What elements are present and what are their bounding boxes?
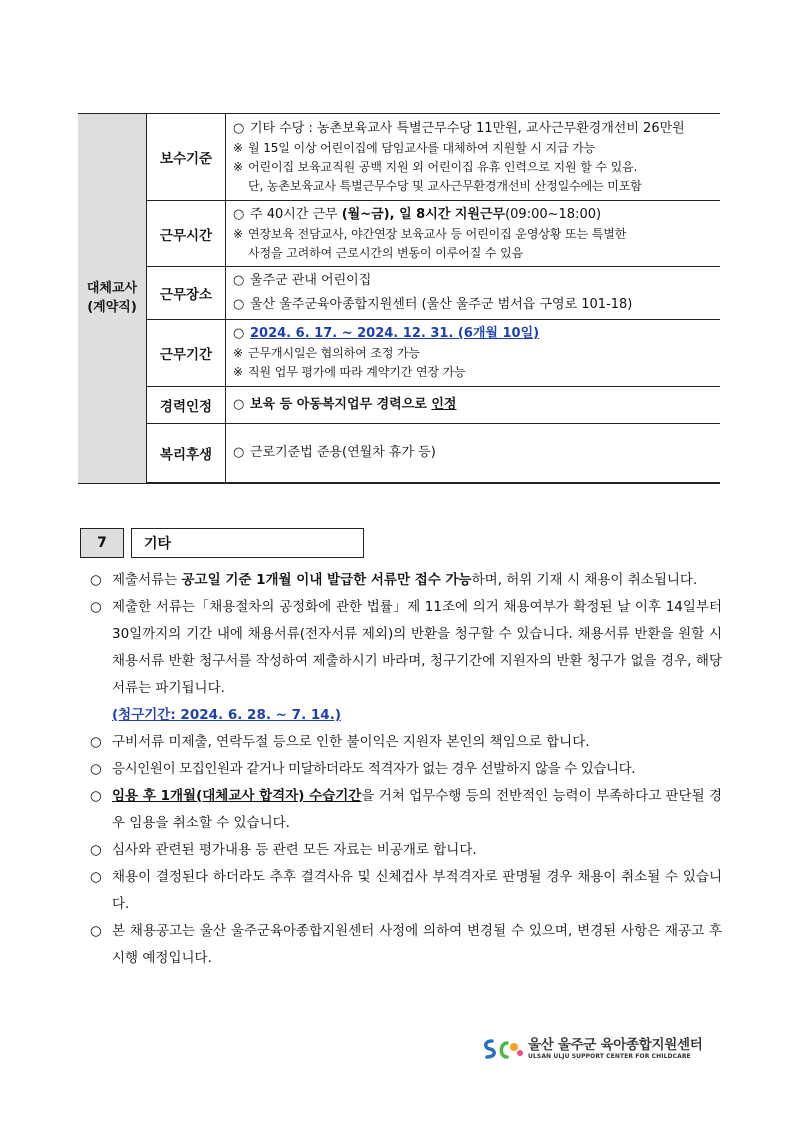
list-item-text: 임용 후 1개월(대체교사 합격자) 수습기간을 거쳐 업무수행 등의 전반적인 능력이 부족하다고 판단될 경우 임용을 취소할 수 있습니다. — [112, 788, 722, 831]
circle-bullet: ○ — [233, 120, 245, 136]
list-item-text: 응시인원이 모집인원과 같거나 미달하더라도 적격자가 없는 경우 선발하지 않을 수 있습니다. — [112, 761, 636, 777]
footer-logo — [480, 1034, 702, 1064]
footer-name-en: ULSAN ULJU SUPPORT CENTER FOR CHILDCARE — [528, 1053, 691, 1060]
circle-bullet: ○ — [90, 788, 102, 804]
hours-note: 연장보육 전담교사, 야간연장 보육교사 등 어린이집 운영상황 또는 특별한 — [248, 226, 627, 241]
table-row — [78, 201, 720, 267]
circle-bullet: ○ — [233, 326, 245, 341]
claim-period: (청구기간: 2024. 6. 28. ~ 7. 14.) — [112, 707, 341, 723]
period-note-1: 근무개시일은 협의하여 조정 가능 — [248, 346, 421, 360]
category-cell — [78, 114, 147, 484]
table-row — [78, 387, 720, 424]
circle-bullet: ○ — [90, 761, 102, 777]
footer-name-ko: 울산 울주군 육아종합지원센터 — [528, 1037, 703, 1053]
list-item — [90, 756, 722, 783]
table-row — [78, 267, 720, 320]
reference-mark: ※ — [233, 226, 243, 241]
list-item-text: 채용이 결정된다 하더라도 추후 결격사유 및 신체검사 부적격자로 판명될 경우 채용이 취소될 수 있습니다. — [112, 869, 722, 912]
list-item-text: 구비서류 미제출, 연락두절 등으로 인한 불이익은 지원자 본인의 책임으로 합니다. — [112, 734, 590, 750]
list-item-text: 제출서류는 공고일 기준 1개월 이내 발급한 서류만 접수 가능하며, 허위 기재 시 채용이 취소됩니다. — [112, 572, 698, 588]
circle-bullet: ○ — [90, 599, 102, 615]
period-note-2: 직원 업무 평가에 따라 계약기간 연장 가능 — [248, 365, 466, 379]
reference-mark: ※ — [233, 365, 243, 379]
hours-note-cont: 사정을 고려하여 근로시간의 변동이 이루어질 수 있음 — [248, 245, 524, 260]
reference-mark: ※ — [233, 159, 243, 174]
hours-text: 주 40시간 근무 (월~금), 일 8시간 지원근무(09:00~18:00) — [250, 206, 602, 222]
table-row — [78, 320, 720, 387]
row-label: 복리후생 — [147, 424, 226, 484]
list-item — [90, 594, 722, 702]
row-label: 근무시간 — [147, 201, 226, 267]
row-content — [226, 320, 721, 387]
row-content — [226, 201, 721, 267]
list-item-text: 심사와 관련된 평가내용 등 관련 모든 자료는 비공개로 합니다. — [112, 842, 477, 858]
list-item-text: 제출한 서류는「채용절차의 공정화에 관한 법률」제 11조에 의거 채용여부가 확정된 날 이후 14일부터 30일까지의 기간 내에 채용서류(전자서류 제외)의 반환을 청구할 수 있습니다. 채용서류 반환을 원할 시 채용서류 반환 청구서를 작성하여 제출하시기 바라며, 청구기간에 지원자의 반환 청구가 없을 경우, 해당 서류는 파기됩니다. — [112, 599, 722, 696]
circle-bullet: ○ — [90, 842, 102, 858]
pay-note-2-cont: 단, 농촌보육교사 특별근무수당 및 교사근무환경개선비 산정일수에는 미포함 — [248, 178, 642, 193]
category-label-2: (계약직) — [87, 300, 137, 316]
row-content — [226, 267, 721, 320]
pay-note-2: 어린이집 보육교직원 공백 지원 외 어린이집 유휴 인력으로 지원 할 수 있음. — [248, 159, 638, 174]
category-label-1: 대체교사 — [86, 281, 138, 297]
reference-mark: ※ — [233, 140, 243, 155]
circle-bullet: ○ — [233, 273, 245, 288]
table-row — [78, 114, 720, 201]
circle-bullet: ○ — [233, 206, 245, 222]
circle-bullet: ○ — [90, 869, 102, 885]
row-label: 근무장소 — [147, 267, 226, 320]
location-1: 울주군 관내 어린이집 — [250, 273, 372, 288]
pay-allowance-text: 기타 수당 : 농촌보육교사 특별근무수당 11만원, 교사근무환경개선비 26만원 — [250, 120, 685, 136]
list-item — [90, 918, 722, 972]
list-item — [90, 567, 722, 594]
list-item — [90, 783, 722, 837]
circle-bullet: ○ — [233, 297, 245, 312]
employment-conditions-table — [78, 113, 720, 484]
location-2: 울산 울주군육아종합지원센터 (울산 울주군 범서읍 구영로 101-18) — [250, 297, 633, 312]
circle-bullet: ○ — [233, 445, 245, 460]
career-text: 보육 등 아동복지업무 경력으로 인정 — [250, 397, 457, 412]
row-content — [226, 424, 721, 484]
list-item — [90, 837, 722, 864]
row-label: 근무기간 — [147, 320, 226, 387]
section-number: 7 — [80, 528, 124, 558]
list-item — [90, 729, 722, 756]
row-label: 보수기준 — [147, 114, 226, 201]
list-item — [90, 864, 722, 918]
center-logo-icon — [480, 1035, 524, 1063]
work-period: 2024. 6. 17. ~ 2024. 12. 31. (6개월 10일) — [250, 326, 540, 341]
notice-list — [90, 567, 722, 972]
row-label: 경력인정 — [147, 387, 226, 424]
reference-mark: ※ — [233, 346, 243, 360]
row-content — [226, 387, 721, 424]
circle-bullet: ○ — [90, 572, 102, 588]
section-title: 기타 — [131, 528, 364, 558]
pay-note-1: 월 15일 이상 어린이집에 담임교사를 대체하여 지원할 시 지급 가능 — [248, 140, 596, 155]
circle-bullet: ○ — [90, 734, 102, 750]
row-content — [226, 114, 721, 201]
welfare-text: 근로기준법 준용(연월차 휴가 등) — [250, 445, 436, 460]
table-row — [78, 424, 720, 484]
circle-bullet: ○ — [90, 923, 102, 939]
list-item-text: 본 채용공고는 울산 울주군육아종합지원센터 사정에 의하여 변경될 수 있으며, 변경된 사항은 재공고 후 시행 예정입니다. — [112, 923, 722, 966]
circle-bullet: ○ — [233, 397, 245, 412]
